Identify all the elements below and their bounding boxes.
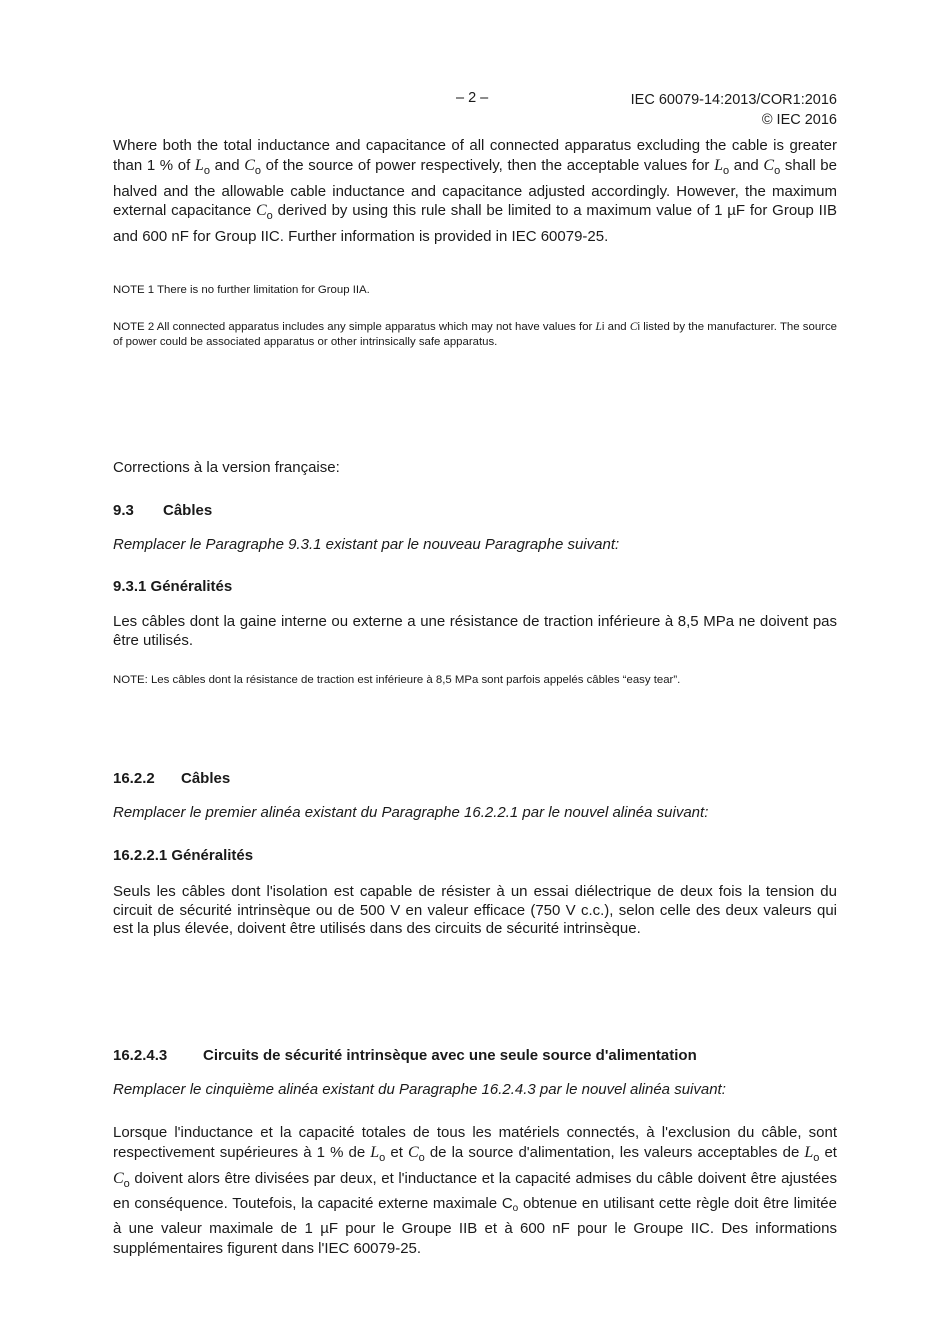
french-intro: Corrections à la version française: [113,459,340,476]
page-number: – 2 – [456,90,489,106]
section-heading-16-2-2-1: 16.2.2.1 Généralités [113,847,254,864]
section-heading-16-2-2: 16.2.2 Câbles [113,770,231,787]
paragraph-16-2-2-1: Seuls les câbles dont l'isolation est capable de résister à un essai diélectrique de deux fois la tension du circuit de sécurité intrinsèque ou de 500 V en valeur efficace (750 V c.c.), selon celle des deux valeurs qui est la plus élevée, doivent être utilisés dans des circuits de sécurité intrinsèque. [113,883,837,937]
document-id-block [631,90,837,130]
section-heading-16-2-4-3: 16.2.4.3 Circuits de sécurité intrinsèque avec une seule source d'alimentation [113,1047,697,1064]
note-1: NOTE 1 There is no further limitation for Group IIA. [113,284,370,296]
instruction-16-2-4-3: Remplacer le cinquième alinéa existant du Paragraphe 16.2.4.3 par le nouvel alinéa suivant: [113,1081,726,1098]
instruction-9-3: Remplacer le Paragraphe 9.3.1 existant par le nouveau Paragraphe suivant: [113,536,620,553]
english-paragraph: Where both the total inductance and capacitance of all connected apparatus excluding the cable is greater than 1 % of $L_o$ and $C_o$ of the source of power respectively, then the acceptable values for $L_o$ and $C_o$ shall be halved and the allowable cable inductance and capacitance adjusted accordingly. However, the maximum external capacitance $C_o$ derived by using this rule shall be limited to a maximum value of 1 µF for Group IIB and 600 nF for Group IIC. Further information is provided in IEC 60079-25. [113,137,837,246]
section-heading-9-3: 9.3 Câbles [113,502,213,519]
instruction-16-2-2: Remplacer le premier alinéa existant du Paragraphe 16.2.2.1 par le nouvel alinéa suivant: [113,804,709,821]
paragraph-16-2-4-3: Lorsque l'inductance et la capacité totales de tous les matériels connectés, à l'exclusion du câble, sont respectivement supérieures à 1 % de $L_o$ et $C_o$ de la source d'alimentation, les valeurs acceptables de $L_o$ et $C_o$ doivent alors être divisées par deux, et l'inductance et la capacité admises du câble doivent être ajustées en conséquence. Toutefois, la capacité externe maximale $C_o$ obtenue en utilisant cette règle doit être limitée à une valeur maximale de 1 µF pour le Groupe IIB et à 600 nF pour le Groupe IIC. Des informations supplémentaires figurent dans l'IEC 60079-25. [113,1124,837,1257]
section-heading-9-3-1: 9.3.1 Généralités [113,578,233,595]
paragraph-9-3-1: Les câbles dont la gaine interne ou externe a une résistance de traction inférieure à 8,5 MPa ne doivent pas être utilisés. [113,613,837,649]
copyright: © IEC 2016 [761,112,837,128]
note-2: NOTE 2 All connected apparatus includes any simple apparatus which may not have values for Li and Ci listed by the manufacturer. The source of power could be associated apparatus or other intrinsically safe apparatus. [113,321,837,348]
document-id: IEC 60079-14:2013/COR1:2016 [630,92,837,108]
note-9-3-1: NOTE: Les câbles dont la résistance de traction est inférieure à 8,5 MPa sont parfois appelés câbles “easy tear”. [113,674,681,686]
page-header [113,90,837,134]
